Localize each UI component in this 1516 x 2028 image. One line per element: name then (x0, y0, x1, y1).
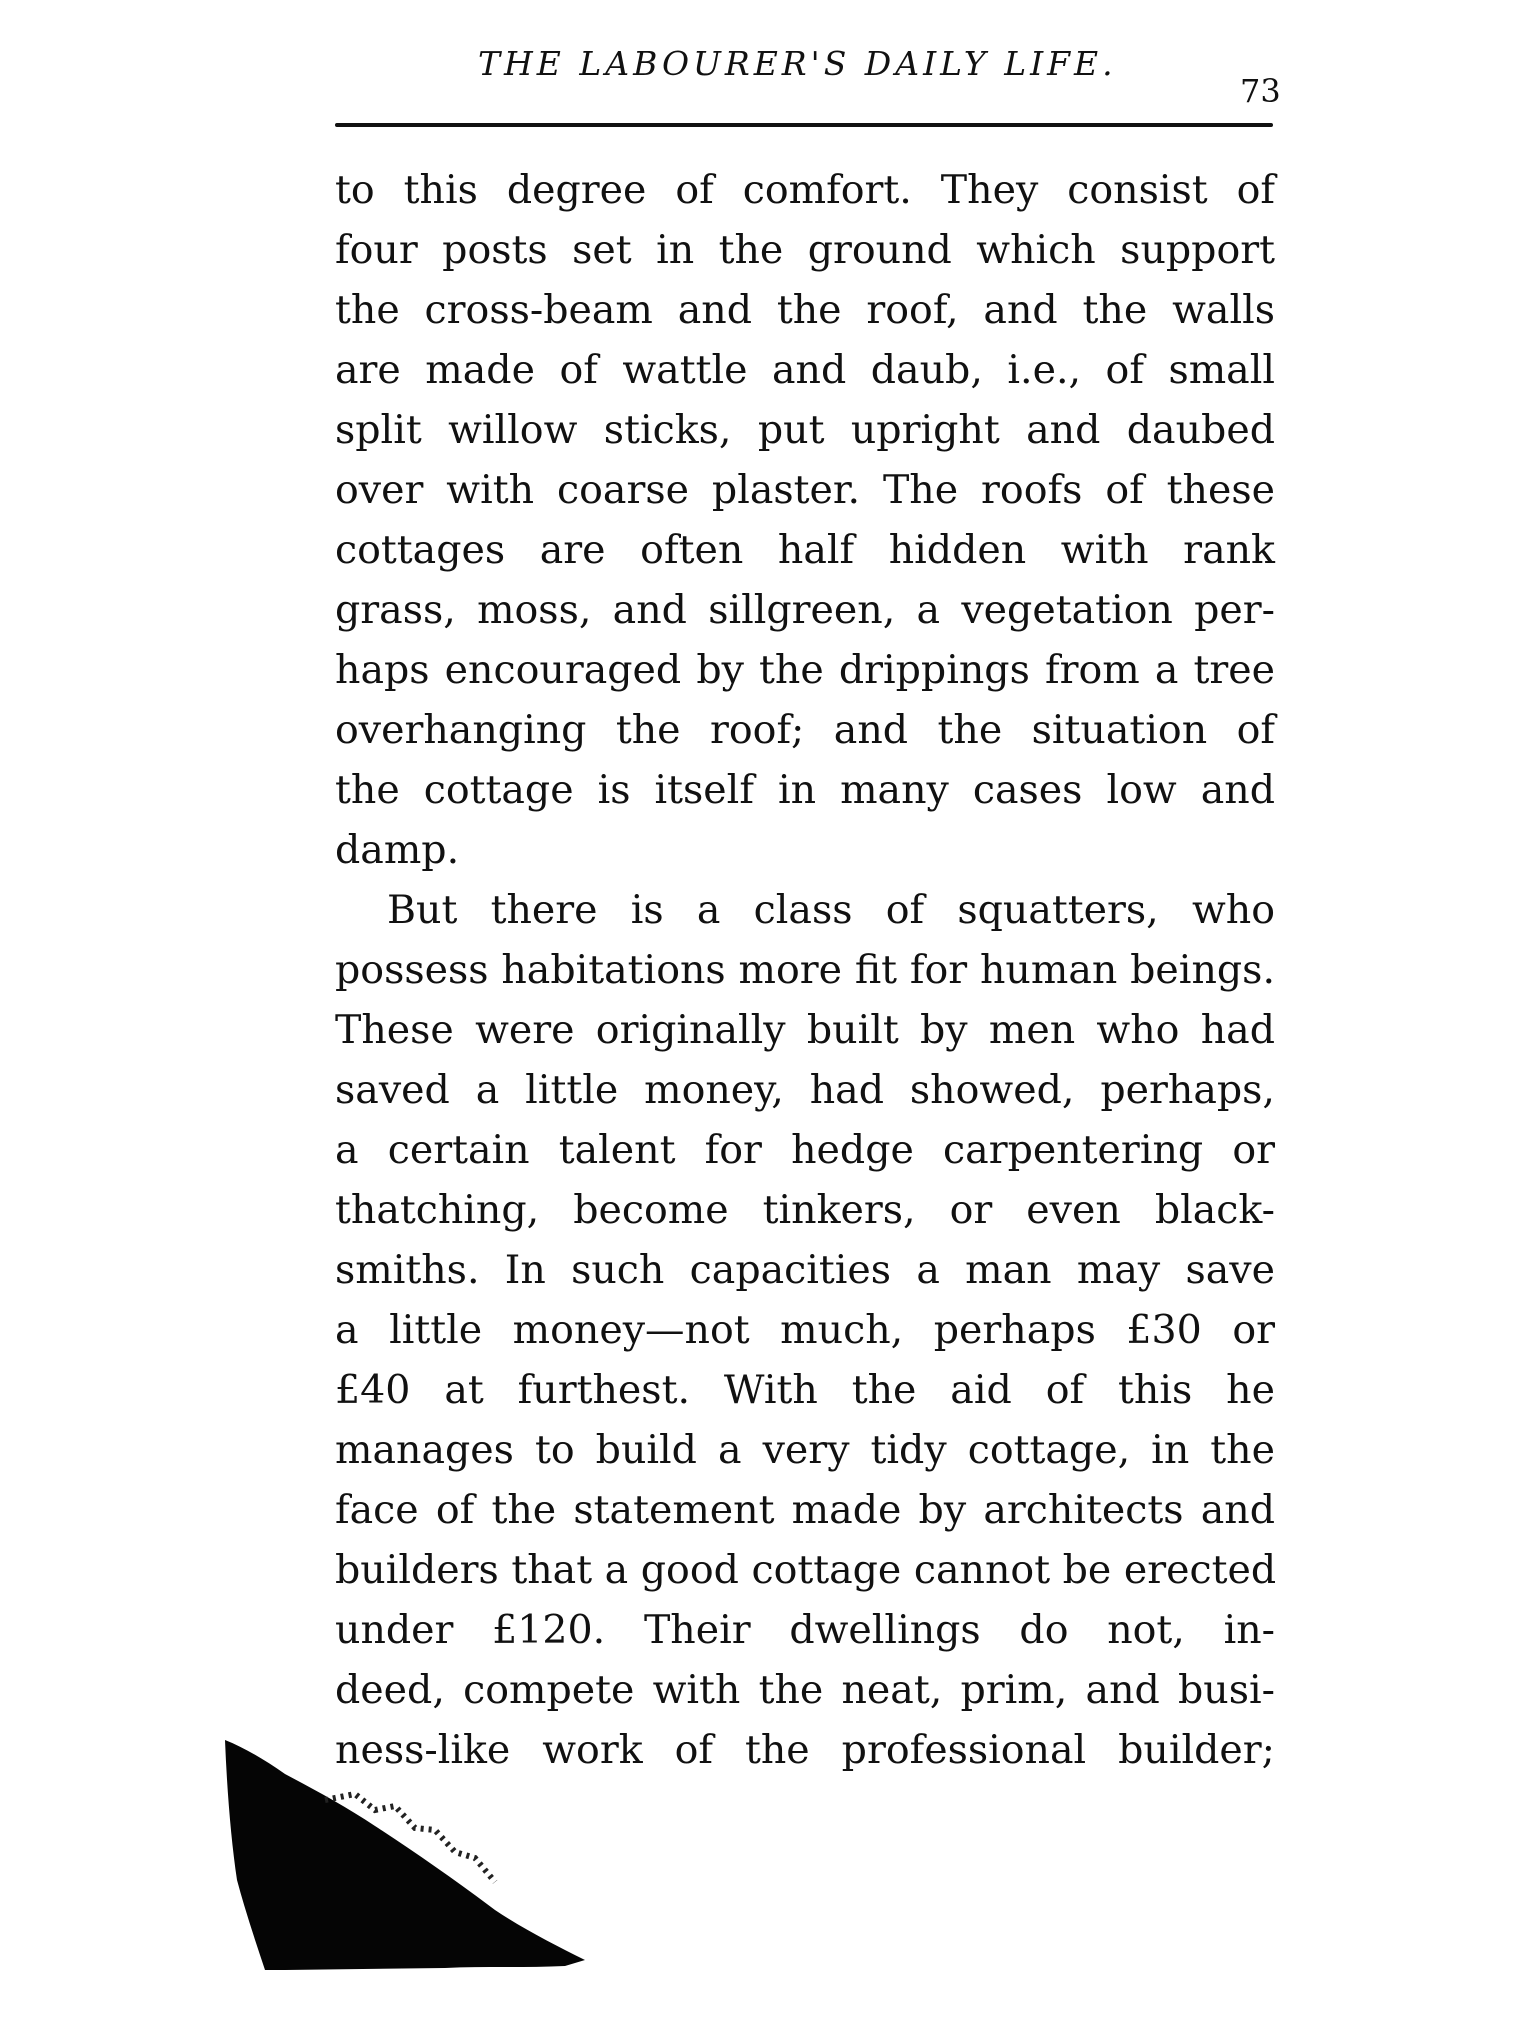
text-line: damp. (335, 827, 460, 873)
header-rule (335, 123, 1273, 127)
text-line: over with coarse plaster. The roofs of these (335, 467, 1275, 513)
text-line: to this degree of comfort. They consist of (335, 167, 1275, 213)
text-line: a certain talent for hedge carpentering or (335, 1127, 1275, 1173)
body-text (335, 160, 1275, 1780)
text-line: four posts set in the ground which support (335, 227, 1275, 273)
text-line: split willow sticks, put upright and daubed (335, 407, 1275, 453)
text-line: £40 at furthest. With the aid of this he (335, 1367, 1275, 1413)
text-line: ness-like work of the professional builder; (335, 1727, 1275, 1773)
text-line: cottages are often half hidden with rank (335, 527, 1275, 573)
text-line: saved a little money, had showed, perhaps, (335, 1067, 1275, 1113)
text-line: builders that a good cottage cannot be erected (335, 1547, 1277, 1593)
text-line: the cottage is itself in many cases low and (335, 767, 1275, 813)
text-line: are made of wattle and daub, i.e., of small (335, 347, 1275, 393)
text-line: thatching, become tinkers, or even black- (335, 1187, 1275, 1233)
text-line: haps encouraged by the drippings from a tree (335, 647, 1275, 693)
text-line: These were originally built by men who had (335, 1007, 1275, 1053)
text-line: grass, moss, and sillgreen, a vegetation per- (335, 587, 1275, 633)
running-head-title: THE LABOURER'S DAILY LIFE. (478, 44, 1117, 83)
text-line: overhanging the roof; and the situation of (335, 707, 1275, 753)
text-line: smiths. In such capacities a man may save (335, 1247, 1275, 1293)
text-line: the cross-beam and the roof, and the walls (335, 287, 1275, 333)
text-line: manages to build a very tidy cottage, in the (335, 1427, 1275, 1473)
page-number: 73 (1240, 72, 1281, 110)
scan-thumb-shadow (225, 1740, 605, 1970)
text-line: possess habitations more fit for human beings. (335, 947, 1275, 993)
text-line: deed, compete with the neat, prim, and busi- (335, 1667, 1275, 1713)
text-line: But there is a class of squatters, who (387, 887, 1275, 933)
text-line: under £120. Their dwellings do not, in- (335, 1607, 1275, 1653)
text-line: a little money—not much, perhaps £30 or (335, 1307, 1275, 1353)
text-line: face of the statement made by architects and (335, 1487, 1275, 1533)
